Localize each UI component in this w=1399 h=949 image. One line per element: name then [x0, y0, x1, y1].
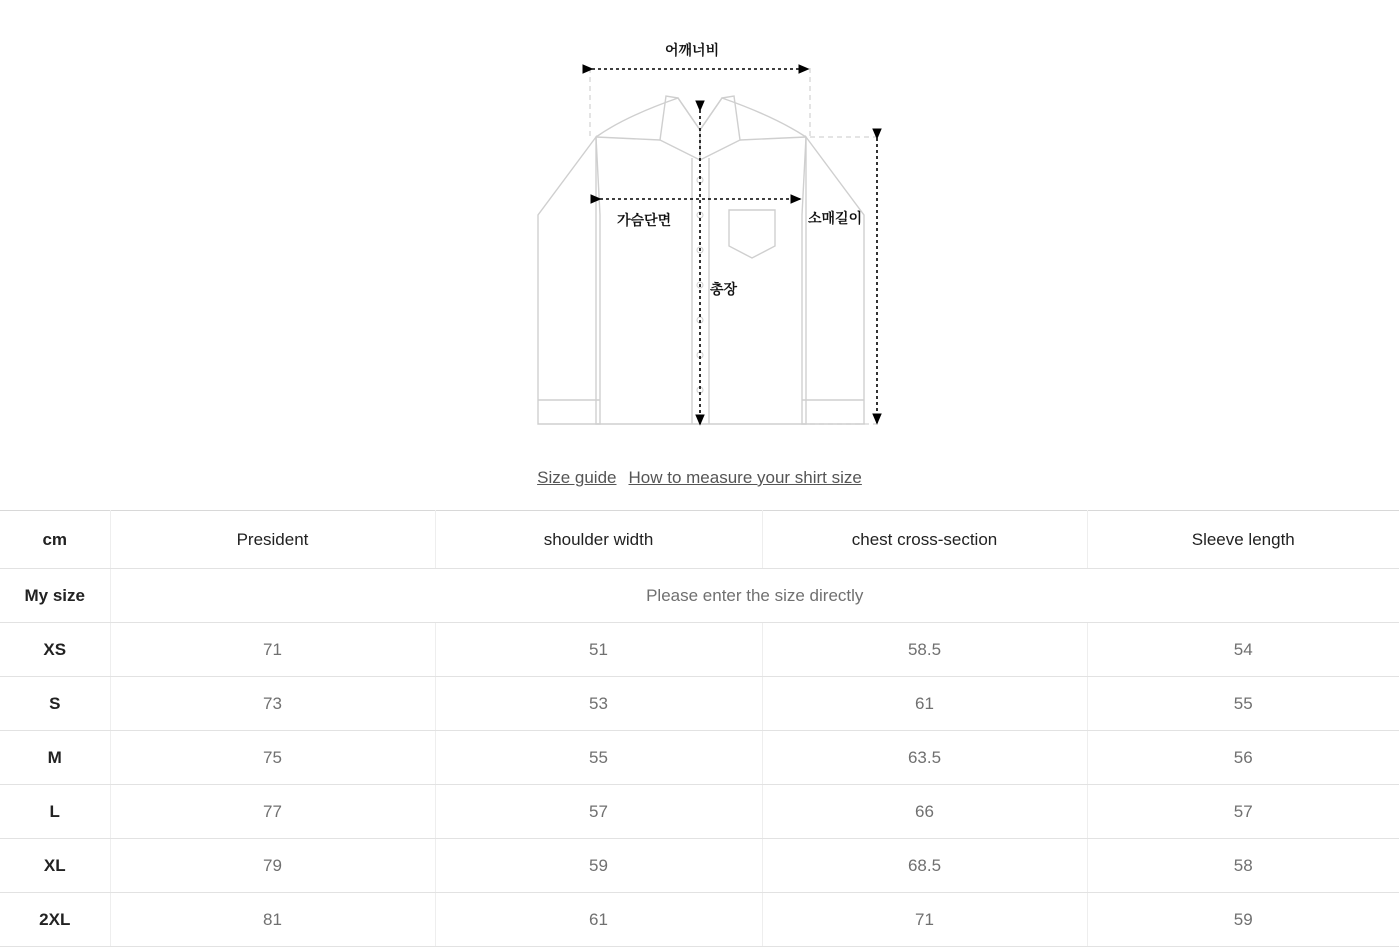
- cell-s-shoulder-width: 53: [435, 677, 762, 731]
- cell-xs-chest: 58.5: [762, 623, 1087, 677]
- cell-2xl-chest: 71: [762, 893, 1087, 947]
- cell-m-president: 75: [110, 731, 435, 785]
- cell-xs-president: 71: [110, 623, 435, 677]
- cell-xl-shoulder-width: 59: [435, 839, 762, 893]
- cell-l-sleeve: 57: [1087, 785, 1399, 839]
- cell-xl-president: 79: [110, 839, 435, 893]
- label-chest-section: 가슴단면: [617, 213, 672, 229]
- column-header-president: President: [110, 511, 435, 569]
- cell-2xl-sleeve: 59: [1087, 893, 1399, 947]
- cell-l-president: 77: [110, 785, 435, 839]
- label-total-length: 총장: [710, 282, 738, 298]
- cell-2xl-president: 81: [110, 893, 435, 947]
- size-guide-links: [0, 460, 1399, 510]
- cell-m-chest: 63.5: [762, 731, 1087, 785]
- size-guide-link[interactable]: Size guide: [537, 468, 617, 487]
- shirt-measurement-diagram: [0, 0, 1399, 460]
- cell-s-chest: 61: [762, 677, 1087, 731]
- unit-label: cm: [0, 511, 110, 569]
- table-row: [0, 893, 1399, 947]
- column-header-chest-cross-section: chest cross-section: [762, 511, 1087, 569]
- row-header-xl: XL: [0, 839, 110, 893]
- table-header-row: [0, 511, 1399, 569]
- cell-m-sleeve: 56: [1087, 731, 1399, 785]
- how-to-measure-link[interactable]: How to measure your shirt size: [628, 468, 862, 487]
- table-row: [0, 731, 1399, 785]
- cell-xs-sleeve: 54: [1087, 623, 1399, 677]
- cell-s-sleeve: 55: [1087, 677, 1399, 731]
- table-row: [0, 785, 1399, 839]
- cell-xl-sleeve: 58: [1087, 839, 1399, 893]
- my-size-input-cell[interactable]: Please enter the size directly: [110, 569, 1399, 623]
- cell-2xl-shoulder-width: 61: [435, 893, 762, 947]
- column-header-shoulder-width: shoulder width: [435, 511, 762, 569]
- cell-l-shoulder-width: 57: [435, 785, 762, 839]
- cell-l-chest: 66: [762, 785, 1087, 839]
- label-sleeve-length: 소매길이: [808, 211, 863, 227]
- cell-xl-chest: 68.5: [762, 839, 1087, 893]
- table-row: [0, 623, 1399, 677]
- column-header-sleeve-length: Sleeve length: [1087, 511, 1399, 569]
- row-header-2xl: 2XL: [0, 893, 110, 947]
- label-shoulder-width: 어깨너비: [665, 43, 720, 59]
- shirt-illustration-icon: [0, 0, 1399, 460]
- row-header-s: S: [0, 677, 110, 731]
- table-row: [0, 839, 1399, 893]
- row-header-my-size: My size: [0, 569, 110, 623]
- table-row-my-size: [0, 569, 1399, 623]
- cell-s-president: 73: [110, 677, 435, 731]
- cell-xs-shoulder-width: 51: [435, 623, 762, 677]
- size-table: [0, 510, 1399, 947]
- row-header-m: M: [0, 731, 110, 785]
- table-row: [0, 677, 1399, 731]
- cell-m-shoulder-width: 55: [435, 731, 762, 785]
- row-header-xs: XS: [0, 623, 110, 677]
- row-header-l: L: [0, 785, 110, 839]
